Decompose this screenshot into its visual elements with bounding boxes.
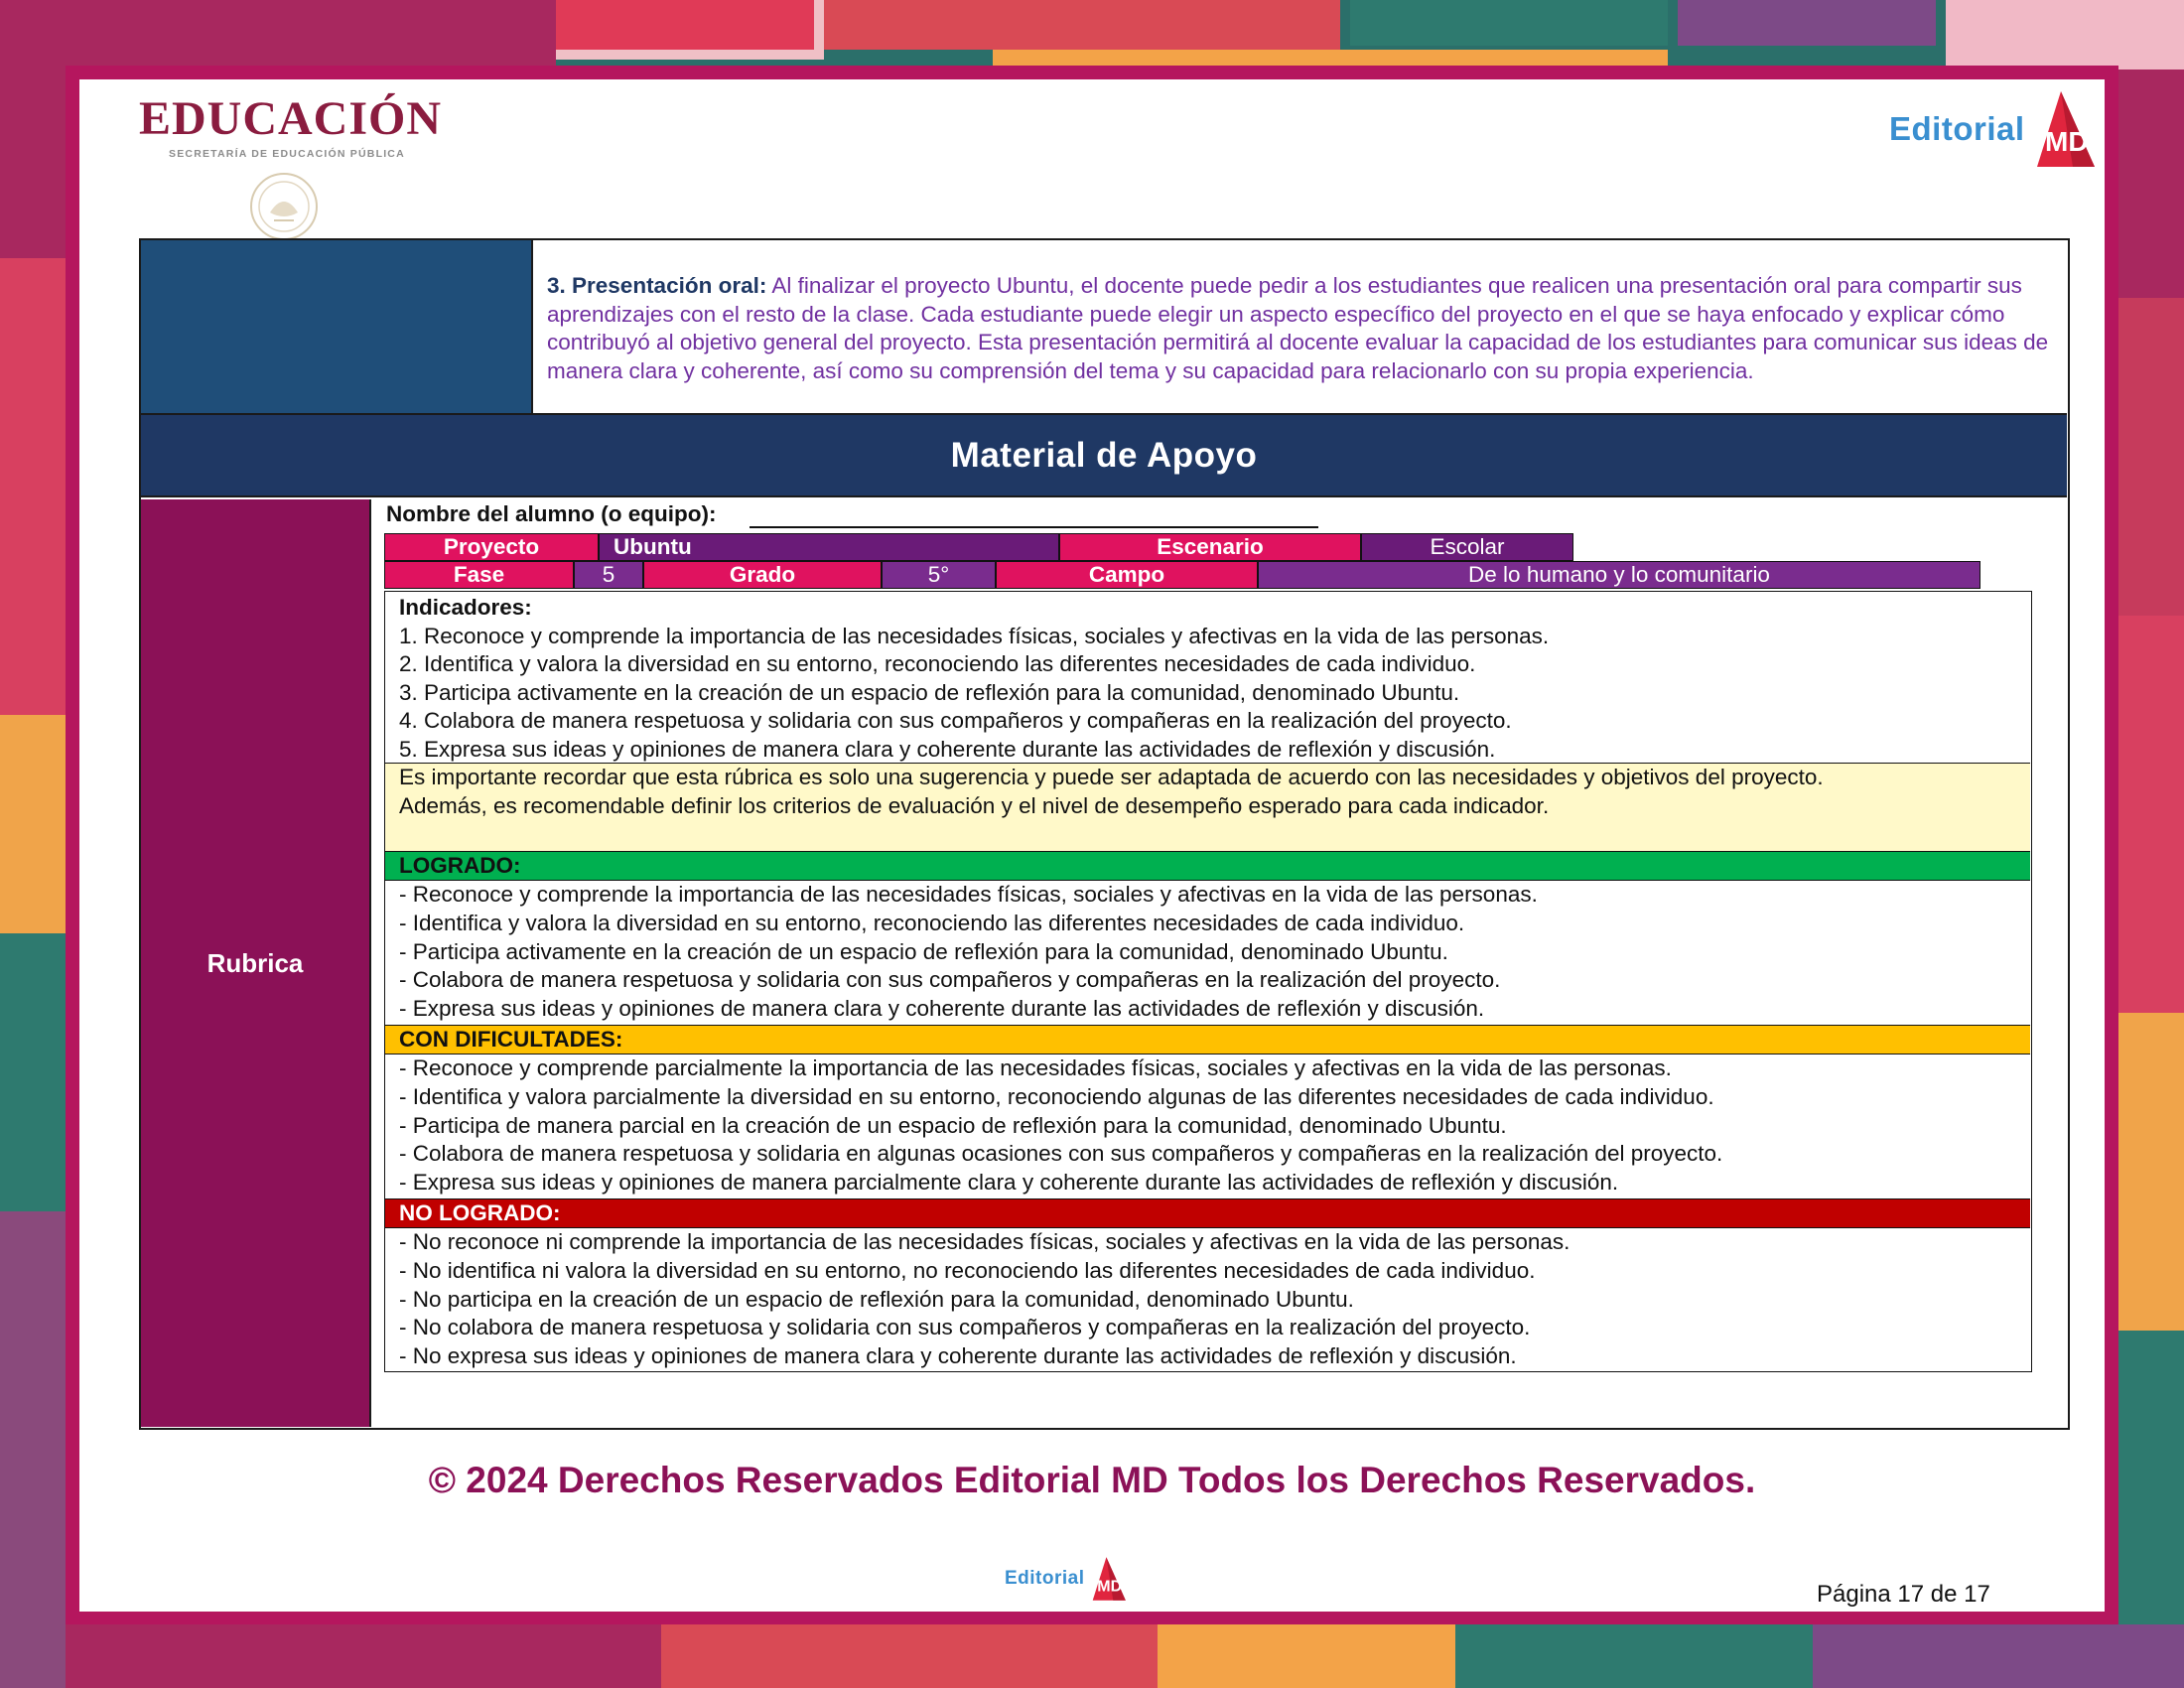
proyecto-label: Proyecto [384, 533, 599, 561]
level-logrado-items [385, 881, 2030, 1024]
level-item: - No reconoce ni comprende la importancia de las necesidades físicas, sociales y afectivas en la vida de las personas. [399, 1229, 1570, 1254]
md-mark-icon [2027, 89, 2097, 169]
grado-value: 5° [882, 561, 996, 589]
brand-word: Editorial [1889, 110, 2025, 147]
level-item: - Participa de manera parcial en la creación de un espacio de reflexión para la comunidad, denominado Ubuntu. [399, 1112, 1507, 1138]
rubric-box [384, 591, 2032, 1372]
rubric-note [385, 763, 2030, 851]
copyright-notice: © 2024 Derechos Reservados Editorial MD Todos los Derechos Reservados. [428, 1460, 1756, 1500]
student-name-line[interactable] [750, 526, 1318, 528]
level-no-logrado-header: NO LOGRADO: [385, 1198, 2030, 1228]
indicator-item: 5. Expresa sus ideas y opiniones de manera clara y coherente durante las actividades de reflexión y discusión. [399, 736, 1496, 762]
level-item: - Expresa sus ideas y opiniones de manera parcialmente clara y coherente durante las actividades de reflexión y discusión. [399, 1170, 1619, 1196]
note-line: Además, es recomendable definir los criterios de evaluación y el nivel de desempeño esperado para cada indicador. [399, 792, 1550, 818]
presentation-label-cell [141, 240, 533, 413]
proyecto-value: Ubuntu [599, 533, 1059, 561]
fase-label: Fase [384, 561, 574, 589]
rubric-side-label: Rubrica [141, 499, 371, 1427]
student-name-label: Nombre del alumno (o equipo): [386, 501, 717, 526]
indicator-item: 4. Colabora de manera respetuosa y solidaria con sus compañeros y compañeras en la realización del proyecto. [399, 708, 1512, 734]
indicators-block [385, 592, 2030, 763]
sep-logo [139, 91, 442, 160]
campo-value: De lo humano y lo comunitario [1258, 561, 1980, 589]
level-item: - Expresa sus ideas y opiniones de manera clara y coherente durante las actividades de reflexión y discusión. [399, 996, 1485, 1022]
level-con-dificultades-header: CON DIFICULTADES: [385, 1025, 2030, 1055]
level-item: - Identifica y valora la diversidad en su entorno, reconociendo las diferentes necesidades de cada individuo. [399, 910, 1465, 935]
rubric-content [374, 499, 2067, 1427]
fase-value: 5 [574, 561, 643, 589]
campo-label: Campo [996, 561, 1258, 589]
level-con-dificultades-items [385, 1055, 2030, 1197]
level-item: - No colabora de manera respetuosa y solidaria con sus compañeros y compañeras en la realización del proyecto. [399, 1315, 1531, 1340]
level-item: - Reconoce y comprende parcialmente la importancia de las necesidades físicas, sociales y afectivas en la vida de las personas. [399, 1055, 1672, 1080]
indicators-heading: Indicadores: [399, 595, 532, 620]
level-item: - Identifica y valora parcialmente la diversidad en su entorno, reconociendo algunas de las diferentes necesidades de cada individuo. [399, 1083, 1714, 1109]
level-item: - Participa activamente en la creación de un espacio de reflexión para la comunidad, denominado Ubuntu. [399, 938, 1448, 964]
presentation-text [547, 272, 2056, 385]
sep-subtitle: SECRETARÍA DE EDUCACIÓN PÚBLICA [169, 148, 405, 160]
level-item: - No expresa sus ideas y opiniones de manera clara y coherente durante las actividades de reflexión y discusión. [399, 1343, 1517, 1369]
md-mark-icon [1087, 1555, 1127, 1603]
level-logrado-header: LOGRADO: [385, 851, 2030, 881]
sep-title: EDUCACIÓN [139, 92, 443, 145]
indicator-item: 2. Identifica y valora la diversidad en su entorno, reconociendo las diferentes necesidades de cada individuo. [399, 651, 1476, 677]
note-line: Es importante recordar que esta rúbrica es solo una sugerencia y puede ser adaptada de acuerdo con las necesidades y objetivos del proyecto. [399, 765, 1824, 789]
presentation-row [141, 240, 2067, 415]
page-number: Página 17 de 17 [1817, 1581, 1990, 1608]
level-item: - No participa en la creación de un espacio de reflexión para la comunidad, denominado Ubuntu. [399, 1286, 1354, 1312]
footer-editorial-md-logo [1005, 1555, 1127, 1603]
indicator-item: 1. Reconoce y comprende la importancia de las necesidades físicas, sociales y afectivas en la vida de las personas. [399, 623, 1550, 648]
escenario-value: Escolar [1361, 533, 1573, 561]
escenario-label: Escenario [1059, 533, 1361, 561]
svg-text:MD: MD [2044, 126, 2089, 157]
national-seal-icon [244, 171, 324, 242]
footer-brand-word: Editorial [1005, 1568, 1085, 1589]
level-no-logrado-items [385, 1228, 2030, 1371]
section-title: Material de Apoyo [141, 415, 2067, 497]
editorial-md-logo [1889, 89, 2097, 169]
level-item: - Reconoce y comprende la importancia de las necesidades físicas, sociales y afectivas en la vida de las personas. [399, 882, 1538, 907]
main-table [139, 238, 2070, 1430]
svg-text:MD: MD [1096, 1578, 1122, 1596]
level-item: - Colabora de manera respetuosa y solidaria con sus compañeros y compañeras en la realización del proyecto. [399, 967, 1501, 993]
presentation-body: Al finalizar el proyecto Ubuntu, el docente puede pedir a los estudiantes que realicen una presentación oral para compartir sus aprendizajes con el resto de la clase. Cada estudiante puede elegir un aspecto específico del proyecto en el que se haya enfocado y explicar cómo contribuyó al objetivo general del proyecto. Esta presentación permitirá al docente evaluar la capacidad de los estudiantes para comunicar sus ideas de manera clara y coherente, así como su comprensión del tema y su capacidad para relacionarlo con su propia experiencia. [547, 273, 2049, 383]
level-item: - Colabora de manera respetuosa y solidaria en algunas ocasiones con sus compañeros y compañeras en la realización del proyecto. [399, 1141, 1723, 1167]
level-item: - No identifica ni valora la diversidad en su entorno, no reconociendo las diferentes necesidades de cada individuo. [399, 1257, 1536, 1283]
indicator-item: 3. Participa activamente en la creación de un espacio de reflexión para la comunidad, denominado Ubuntu. [399, 679, 1460, 705]
presentation-label: 3. Presentación oral: [547, 273, 767, 298]
grado-label: Grado [643, 561, 882, 589]
